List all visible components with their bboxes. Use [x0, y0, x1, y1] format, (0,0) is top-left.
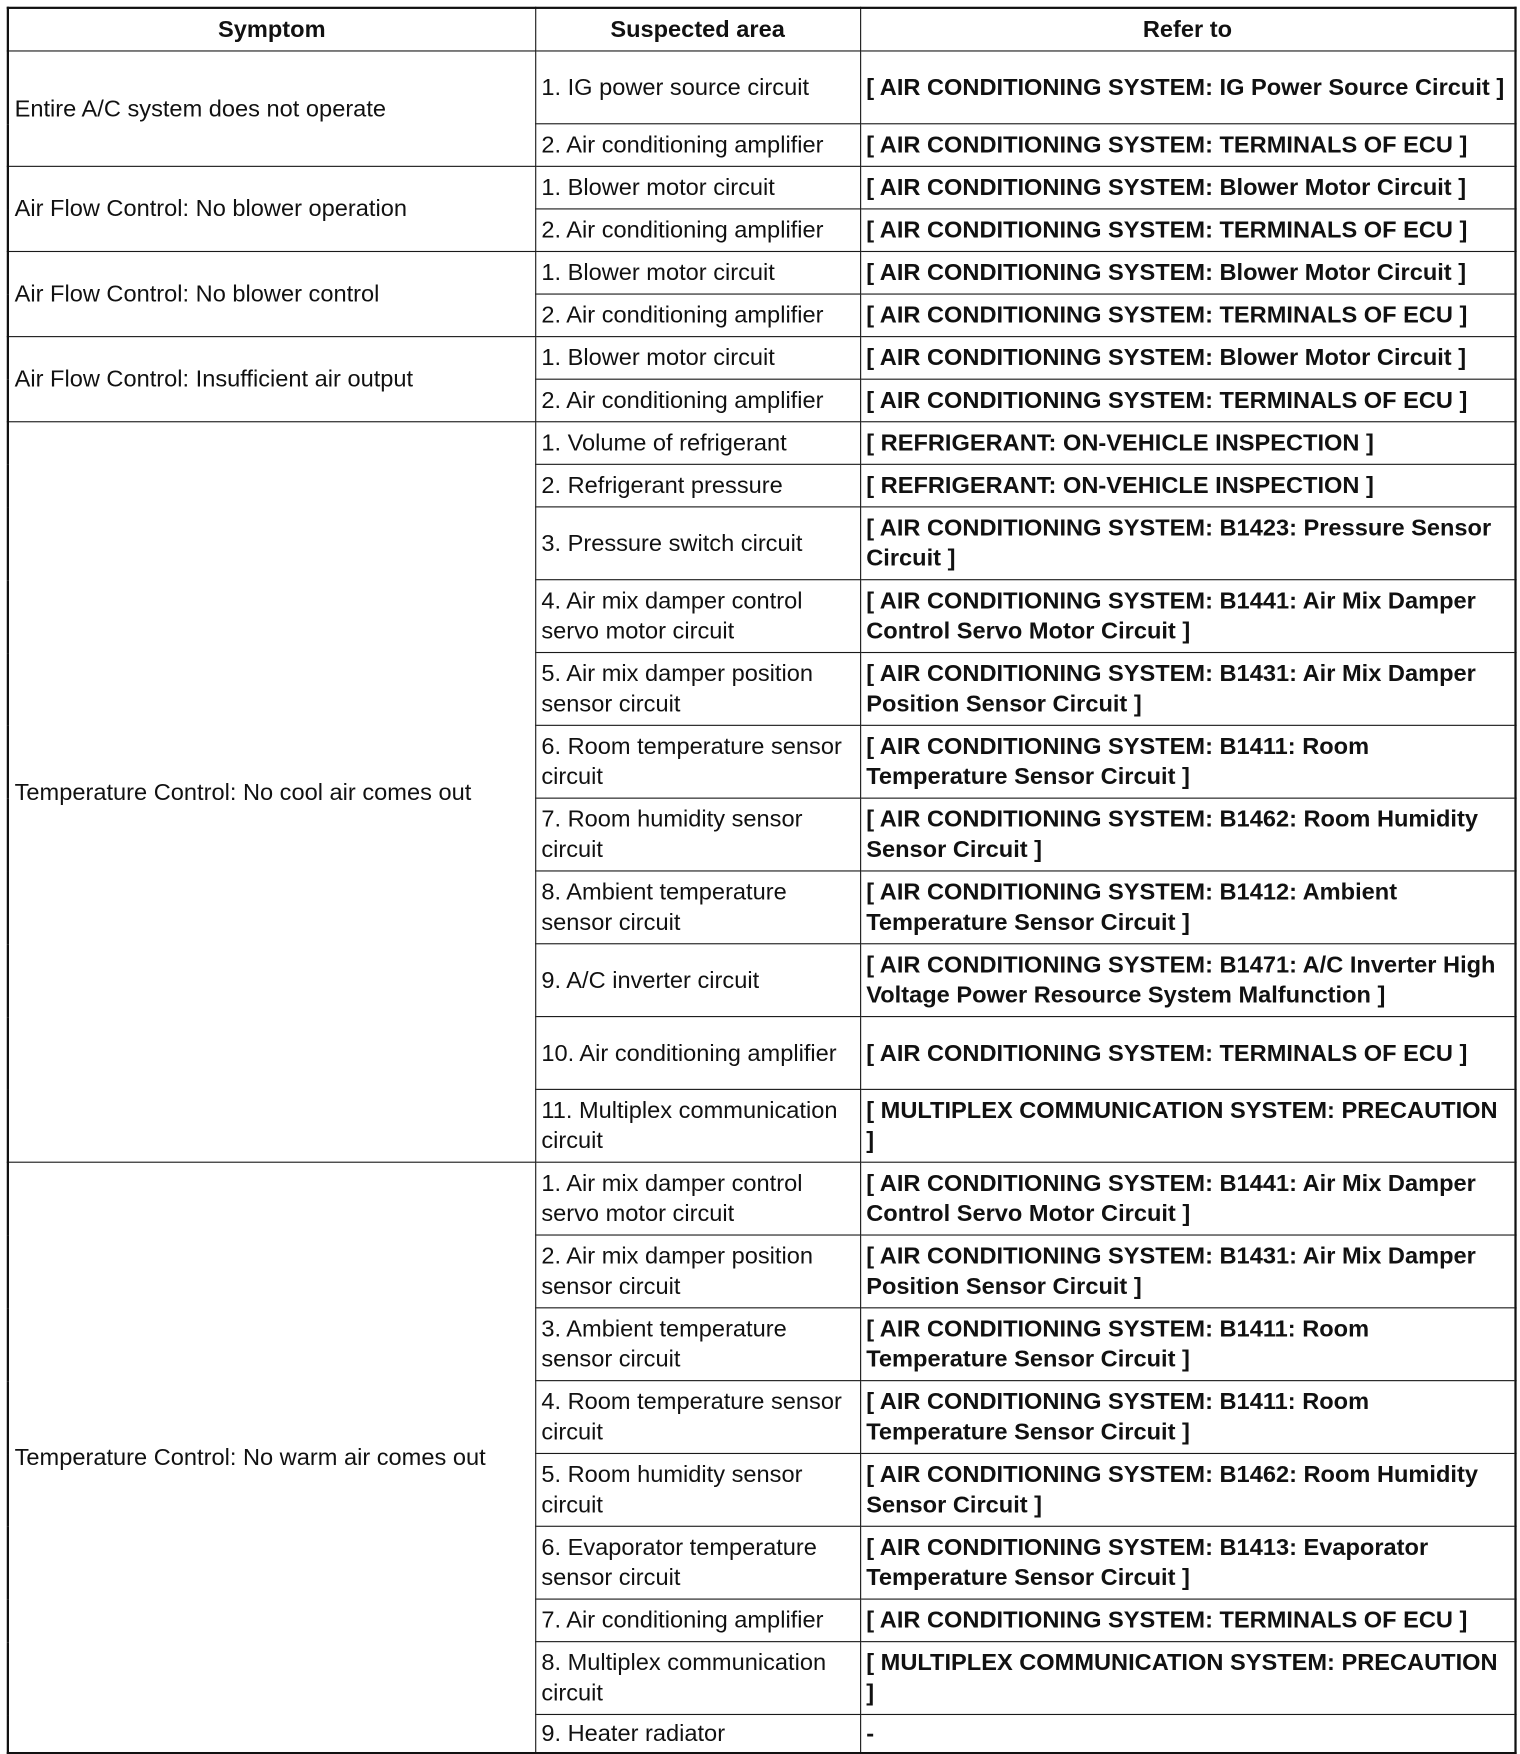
refer-to-cell: [ AIR CONDITIONING SYSTEM: TERMINALS OF ECU ]	[860, 124, 1515, 167]
suspected-area-cell: 1. Volume of refrigerant	[535, 422, 860, 465]
suspected-area-cell: 2. Air conditioning amplifier	[535, 379, 860, 422]
refer-to-cell: -	[860, 1714, 1515, 1753]
refer-to-cell: [ AIR CONDITIONING SYSTEM: B1441: Air Mix Damper Control Servo Motor Circuit ]	[860, 1162, 1515, 1235]
header-symptom: Symptom	[8, 8, 535, 51]
symptom-cell: Air Flow Control: Insufficient air output	[8, 337, 535, 422]
suspected-area-cell: 4. Room temperature sensor circuit	[535, 1381, 860, 1454]
suspected-area-cell: 2. Air conditioning amplifier	[535, 294, 860, 337]
table-row	[8, 251, 1516, 294]
header-refer-to: Refer to	[860, 8, 1515, 51]
refer-to-cell: [ AIR CONDITIONING SYSTEM: TERMINALS OF ECU ]	[860, 294, 1515, 337]
table-row	[8, 51, 1516, 124]
refer-to-cell: [ AIR CONDITIONING SYSTEM: B1441: Air Mix Damper Control Servo Motor Circuit ]	[860, 580, 1515, 653]
suspected-area-cell: 8. Ambient temperature sensor circuit	[535, 871, 860, 944]
suspected-area-cell: 9. A/C inverter circuit	[535, 944, 860, 1017]
table-row	[8, 422, 1516, 465]
refer-to-cell: [ AIR CONDITIONING SYSTEM: TERMINALS OF ECU ]	[860, 1599, 1515, 1642]
suspected-area-cell: 9. Heater radiator	[535, 1714, 860, 1753]
suspected-area-cell: 6. Room temperature sensor circuit	[535, 725, 860, 798]
refer-to-cell: [ AIR CONDITIONING SYSTEM: IG Power Source Circuit ]	[860, 51, 1515, 124]
refer-to-cell: [ AIR CONDITIONING SYSTEM: B1413: Evaporator Temperature Sensor Circuit ]	[860, 1526, 1515, 1599]
suspected-area-cell: 5. Air mix damper position sensor circuit	[535, 653, 860, 726]
refer-to-cell: [ MULTIPLEX COMMUNICATION SYSTEM: PRECAUTION ]	[860, 1642, 1515, 1715]
suspected-area-cell: 8. Multiplex communication circuit	[535, 1642, 860, 1715]
refer-to-cell: [ AIR CONDITIONING SYSTEM: B1423: Pressure Sensor Circuit ]	[860, 507, 1515, 580]
symptom-cell: Temperature Control: No warm air comes out	[8, 1162, 535, 1753]
suspected-area-cell: 11. Multiplex communication circuit	[535, 1089, 860, 1162]
refer-to-cell: [ AIR CONDITIONING SYSTEM: Blower Motor Circuit ]	[860, 337, 1515, 380]
refer-to-cell: [ REFRIGERANT: ON-VEHICLE INSPECTION ]	[860, 464, 1515, 507]
suspected-area-cell: 2. Refrigerant pressure	[535, 464, 860, 507]
header-suspected-area: Suspected area	[535, 8, 860, 51]
suspected-area-cell: 2. Air conditioning amplifier	[535, 124, 860, 167]
suspected-area-cell: 7. Room humidity sensor circuit	[535, 798, 860, 871]
refer-to-cell: [ AIR CONDITIONING SYSTEM: Blower Motor Circuit ]	[860, 166, 1515, 209]
symptom-cell: Temperature Control: No cool air comes out	[8, 422, 535, 1162]
suspected-area-cell: 3. Pressure switch circuit	[535, 507, 860, 580]
refer-to-cell: [ AIR CONDITIONING SYSTEM: TERMINALS OF ECU ]	[860, 1017, 1515, 1090]
refer-to-cell: [ AIR CONDITIONING SYSTEM: B1411: Room Temperature Sensor Circuit ]	[860, 725, 1515, 798]
table-row	[8, 1162, 1516, 1235]
refer-to-cell: [ AIR CONDITIONING SYSTEM: B1471: A/C Inverter High Voltage Power Resource System Malfunction ]	[860, 944, 1515, 1017]
diagnostic-table	[7, 7, 1517, 1754]
refer-to-cell: [ AIR CONDITIONING SYSTEM: B1411: Room Temperature Sensor Circuit ]	[860, 1308, 1515, 1381]
refer-to-cell: [ AIR CONDITIONING SYSTEM: B1412: Ambient Temperature Sensor Circuit ]	[860, 871, 1515, 944]
suspected-area-cell: 6. Evaporator temperature sensor circuit	[535, 1526, 860, 1599]
suspected-area-cell: 1. Air mix damper control servo motor circuit	[535, 1162, 860, 1235]
symptom-cell: Air Flow Control: No blower operation	[8, 166, 535, 251]
suspected-area-cell: 7. Air conditioning amplifier	[535, 1599, 860, 1642]
refer-to-cell: [ REFRIGERANT: ON-VEHICLE INSPECTION ]	[860, 422, 1515, 465]
refer-to-cell: [ AIR CONDITIONING SYSTEM: B1431: Air Mix Damper Position Sensor Circuit ]	[860, 653, 1515, 726]
refer-to-cell: [ AIR CONDITIONING SYSTEM: B1462: Room Humidity Sensor Circuit ]	[860, 1453, 1515, 1526]
refer-to-cell: [ AIR CONDITIONING SYSTEM: B1431: Air Mix Damper Position Sensor Circuit ]	[860, 1235, 1515, 1308]
suspected-area-cell: 1. Blower motor circuit	[535, 251, 860, 294]
table-row	[8, 337, 1516, 380]
symptom-cell: Air Flow Control: No blower control	[8, 251, 535, 336]
suspected-area-cell: 5. Room humidity sensor circuit	[535, 1453, 860, 1526]
suspected-area-cell: 1. Blower motor circuit	[535, 337, 860, 380]
suspected-area-cell: 3. Ambient temperature sensor circuit	[535, 1308, 860, 1381]
refer-to-cell: [ AIR CONDITIONING SYSTEM: B1411: Room Temperature Sensor Circuit ]	[860, 1381, 1515, 1454]
refer-to-cell: [ AIR CONDITIONING SYSTEM: TERMINALS OF ECU ]	[860, 379, 1515, 422]
suspected-area-cell: 2. Air mix damper position sensor circuit	[535, 1235, 860, 1308]
header-row	[8, 8, 1516, 51]
refer-to-cell: [ AIR CONDITIONING SYSTEM: Blower Motor Circuit ]	[860, 251, 1515, 294]
table-row	[8, 166, 1516, 209]
refer-to-cell: [ MULTIPLEX COMMUNICATION SYSTEM: PRECAUTION ]	[860, 1089, 1515, 1162]
table-body	[8, 51, 1516, 1753]
refer-to-cell: [ AIR CONDITIONING SYSTEM: TERMINALS OF ECU ]	[860, 209, 1515, 252]
suspected-area-cell: 2. Air conditioning amplifier	[535, 209, 860, 252]
symptom-cell: Entire A/C system does not operate	[8, 51, 535, 166]
suspected-area-cell: 1. IG power source circuit	[535, 51, 860, 124]
suspected-area-cell: 1. Blower motor circuit	[535, 166, 860, 209]
suspected-area-cell: 4. Air mix damper control servo motor circuit	[535, 580, 860, 653]
suspected-area-cell: 10. Air conditioning amplifier	[535, 1017, 860, 1090]
refer-to-cell: [ AIR CONDITIONING SYSTEM: B1462: Room Humidity Sensor Circuit ]	[860, 798, 1515, 871]
